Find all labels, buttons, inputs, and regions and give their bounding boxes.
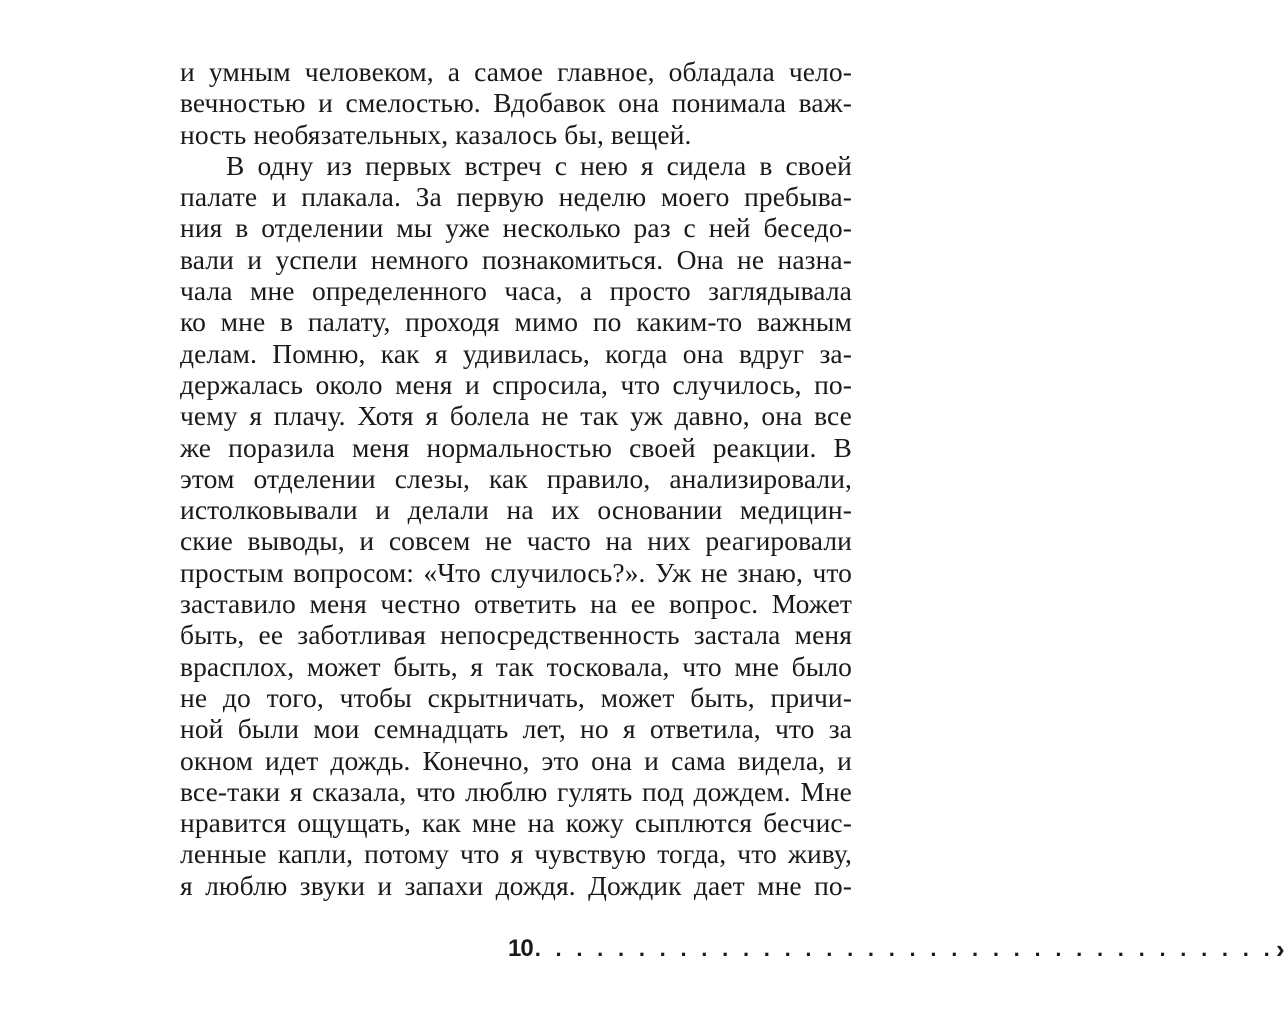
- text-line: нравится ощущать, как мне на кожу сыплются бесчис-: [180, 807, 852, 839]
- text-line: ко мне в палату, проходя мимо по каким-то важным: [180, 306, 852, 338]
- chevron-right-icon: ›: [1275, 933, 1285, 964]
- text-line: я люблю звуки и запахи дождя. Дождик дает мне по-: [180, 869, 852, 901]
- text-line: истолковывали и делали на их основании медицин-: [180, 494, 852, 526]
- text-line: чала мне определенного часа, а просто заглядывала: [180, 275, 852, 307]
- text-line: вечностью и смелостью. Вдобавок она понимала важ-: [180, 87, 852, 119]
- text-line: чему я плачу. Хотя я болела не так уж давно, она все: [180, 400, 852, 432]
- text-line: простым вопросом: «Что случилось?». Уж не знаю, что: [180, 556, 852, 588]
- page-number: 10: [508, 935, 533, 962]
- text-line: ной были мои семнадцать лет, но я ответила, что за: [180, 713, 852, 745]
- text-line: ские выводы, и совсем не часто на них реагировали: [180, 525, 852, 557]
- text-line: врасплох, может быть, я так тосковала, что мне было: [180, 650, 852, 682]
- body-text: [180, 56, 852, 901]
- dot-leader: . . . . . . . . . . . . . . . . . . . . . . . . . . . . . . . . . . . .: [534, 936, 1274, 961]
- text-line: же поразила меня нормальностью своей реакции. В: [180, 431, 852, 463]
- text-line: ния в отделении мы уже несколько раз с ней беседо-: [180, 212, 852, 244]
- text-line: заставило меня честно ответить на ее вопрос. Может: [180, 588, 852, 620]
- text-line: ность необязательных, казалось бы, вещей.: [180, 118, 692, 150]
- text-line: ленные капли, потому что я чувствую тогда, что живу,: [180, 838, 852, 870]
- text-line: делам. Помню, как я удивилась, когда она вдруг за-: [180, 337, 852, 369]
- page-footer: [508, 932, 1285, 966]
- text-line: не до того, чтобы скрытничать, может быть, причи-: [180, 681, 852, 713]
- text-line: держалась около меня и спросила, что случилось, по-: [180, 368, 852, 400]
- text-line: и умным человеком, а самое главное, обладала чело-: [180, 56, 852, 87]
- text-line: этом отделении слезы, как правило, анализировали,: [180, 462, 852, 494]
- text-line: В одну из первых встреч с нею я сидела в своей: [226, 149, 852, 181]
- text-line: окном идет дождь. Конечно, это она и сама видела, и: [180, 744, 852, 776]
- text-line: все-таки я сказала, что люблю гулять под дождем. Мне: [180, 775, 852, 807]
- text-line: быть, ее заботливая непосредственность застала меня: [180, 619, 852, 651]
- text-line: палате и плакала. За первую неделю моего пребыва-: [180, 181, 852, 213]
- text-line: вали и успели немного познакомиться. Она не назна-: [180, 243, 852, 275]
